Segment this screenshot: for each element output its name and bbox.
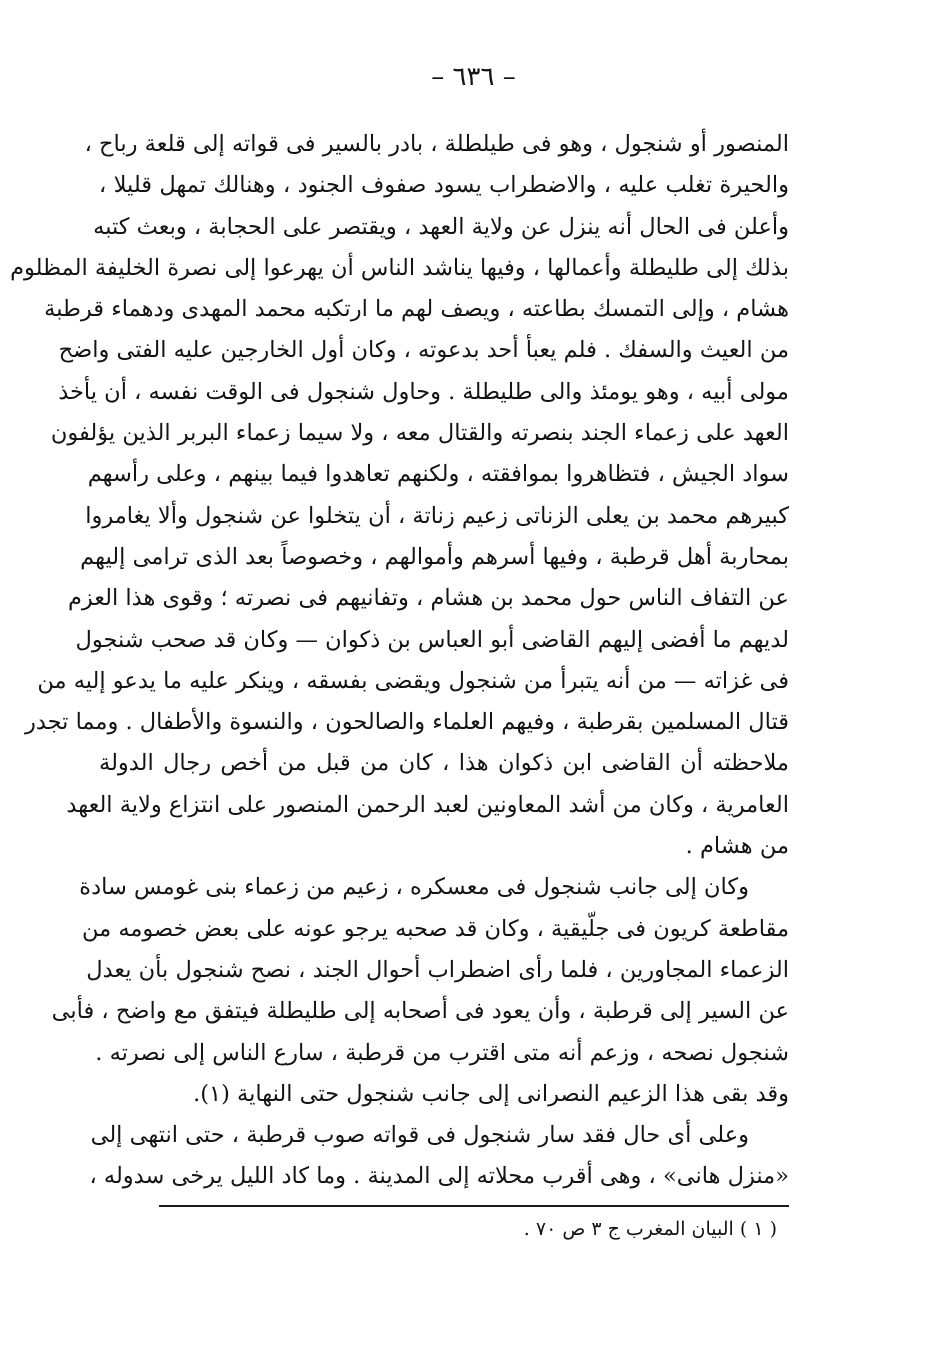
text-line: «منزل هانى» ، وهى أقرب محلاته إلى المدينة . وما كاد الليل يرخى سدوله ، (89, 1163, 789, 1190)
text-line: هشام ، وإلى التمسك بطاعته ، ويصف لهم ما ارتكبه محمد المهدى ودهماء قرطبة (44, 296, 789, 323)
text-line: العهد على زعماء الجند بنصرته والقتال معه ، ولا سيما زعماء البربر الذين يؤلفون (50, 420, 789, 447)
body-text (10, 124, 789, 1198)
page-number: – ٦٣٦ – (431, 62, 516, 92)
text-line: قتال المسلمين بقرطبة ، وفيهم العلماء والصالحون ، والنسوة والأطفال . ومما تجدر (24, 709, 789, 736)
text-line: بذلك إلى طليطلة وأعمالها ، وفيها يناشد الناس أن يهرعوا إلى نصرة الخليفة المظلوم (10, 254, 789, 281)
text-line: لديهم ما أفضى إليهم القاضى أبو العباس بن ذكوان — وكان قد صحب شنجول (75, 626, 789, 653)
text-line: والحيرة تغلب عليه ، والاضطراب يسود صفوف الجنود ، وهنالك تمهل قليلا ، (99, 172, 789, 199)
text-line: فى غزاته — من أنه يتبرأ من شنجول ويقضى بفسقه ، وينكر عليه ما يدعو إليه من (37, 667, 789, 694)
text-line: وأعلن فى الحال أنه ينزل عن ولاية العهد ، ويقتصر على الحجابة ، وبعث كتبه (93, 213, 789, 240)
text-line: عن التفاف الناس حول محمد بن هشام ، وتفانيهم فى نصرته ؛ وقوى هذا العزم (67, 585, 789, 612)
text-line: العامرية ، وكان من أشد المعاونين لعبد الرحمن المنصور على انتزاع ولاية العهد (66, 791, 789, 818)
text-line: سواد الجيش ، فتظاهروا بموافقته ، ولكنهم تعاهدوا فيما بينهم ، وعلى رأسهم (87, 461, 789, 488)
text-line: مولى أبيه ، وهو يومئذ والى طليطلة . وحاول شنجول فى الوقت نفسه ، أن يأخذ (58, 378, 789, 405)
text-line: مقاطعة كريون فى جلّيقية ، وكان قد صحبه يرجو عونه على بعض خصومه من (81, 915, 789, 942)
text-line: من هشام . (685, 833, 789, 860)
text-line: ملاحظته أن القاضى ابن ذكوان هذا ، كان من قبل من أخص رجال الدولة (99, 750, 789, 777)
text-line: المنصور أو شنجول ، وهو فى طيلطلة ، بادر بالسير فى قواته إلى قلعة رباح ، (84, 131, 789, 157)
footnote: ( ١ ) البيان المغرب ج ٣ ص ٧٠ . (523, 1218, 777, 1240)
text-line: وقد بقى هذا الزعيم النصرانى إلى جانب شنجول حتى النهاية (١). (193, 1080, 789, 1107)
text-line: وعلى أى حال فقد سار شنجول فى قواته صوب قرطبة ، حتى انتهى إلى (90, 1122, 749, 1149)
text-line: من العيث والسفك . فلم يعبأ أحد بدعوته ، وكان أول الخارجين عليه الفتى واضح (58, 337, 789, 364)
footnote-divider (159, 1205, 789, 1207)
text-line: شنجول نصحه ، وزعم أنه متى اقترب من قرطبة ، سارع الناس إلى نصرته . (95, 1039, 789, 1066)
text-line: بمحاربة أهل قرطبة ، وفيها أسرهم وأموالهم ، وخصوصاً بعد الذى ترامى إليهم (80, 543, 789, 570)
text-line: وكان إلى جانب شنجول فى معسكره ، زعيم من زعماء بنى غومس سادة (79, 874, 749, 901)
text-line: كبيرهم محمد بن يعلى الزناتى زعيم زناتة ، أن يتخلوا عن شنجول وألا يغامروا (85, 502, 789, 529)
text-line: عن السير إلى قرطبة ، وأن يعود فى أصحابه إلى طليطلة فيتفق مع واضح ، فأبى (51, 998, 789, 1025)
text-line: الزعماء المجاورين ، فلما رأى اضطراب أحوال الجند ، نصح شنجول بأن يعدل (86, 956, 789, 983)
